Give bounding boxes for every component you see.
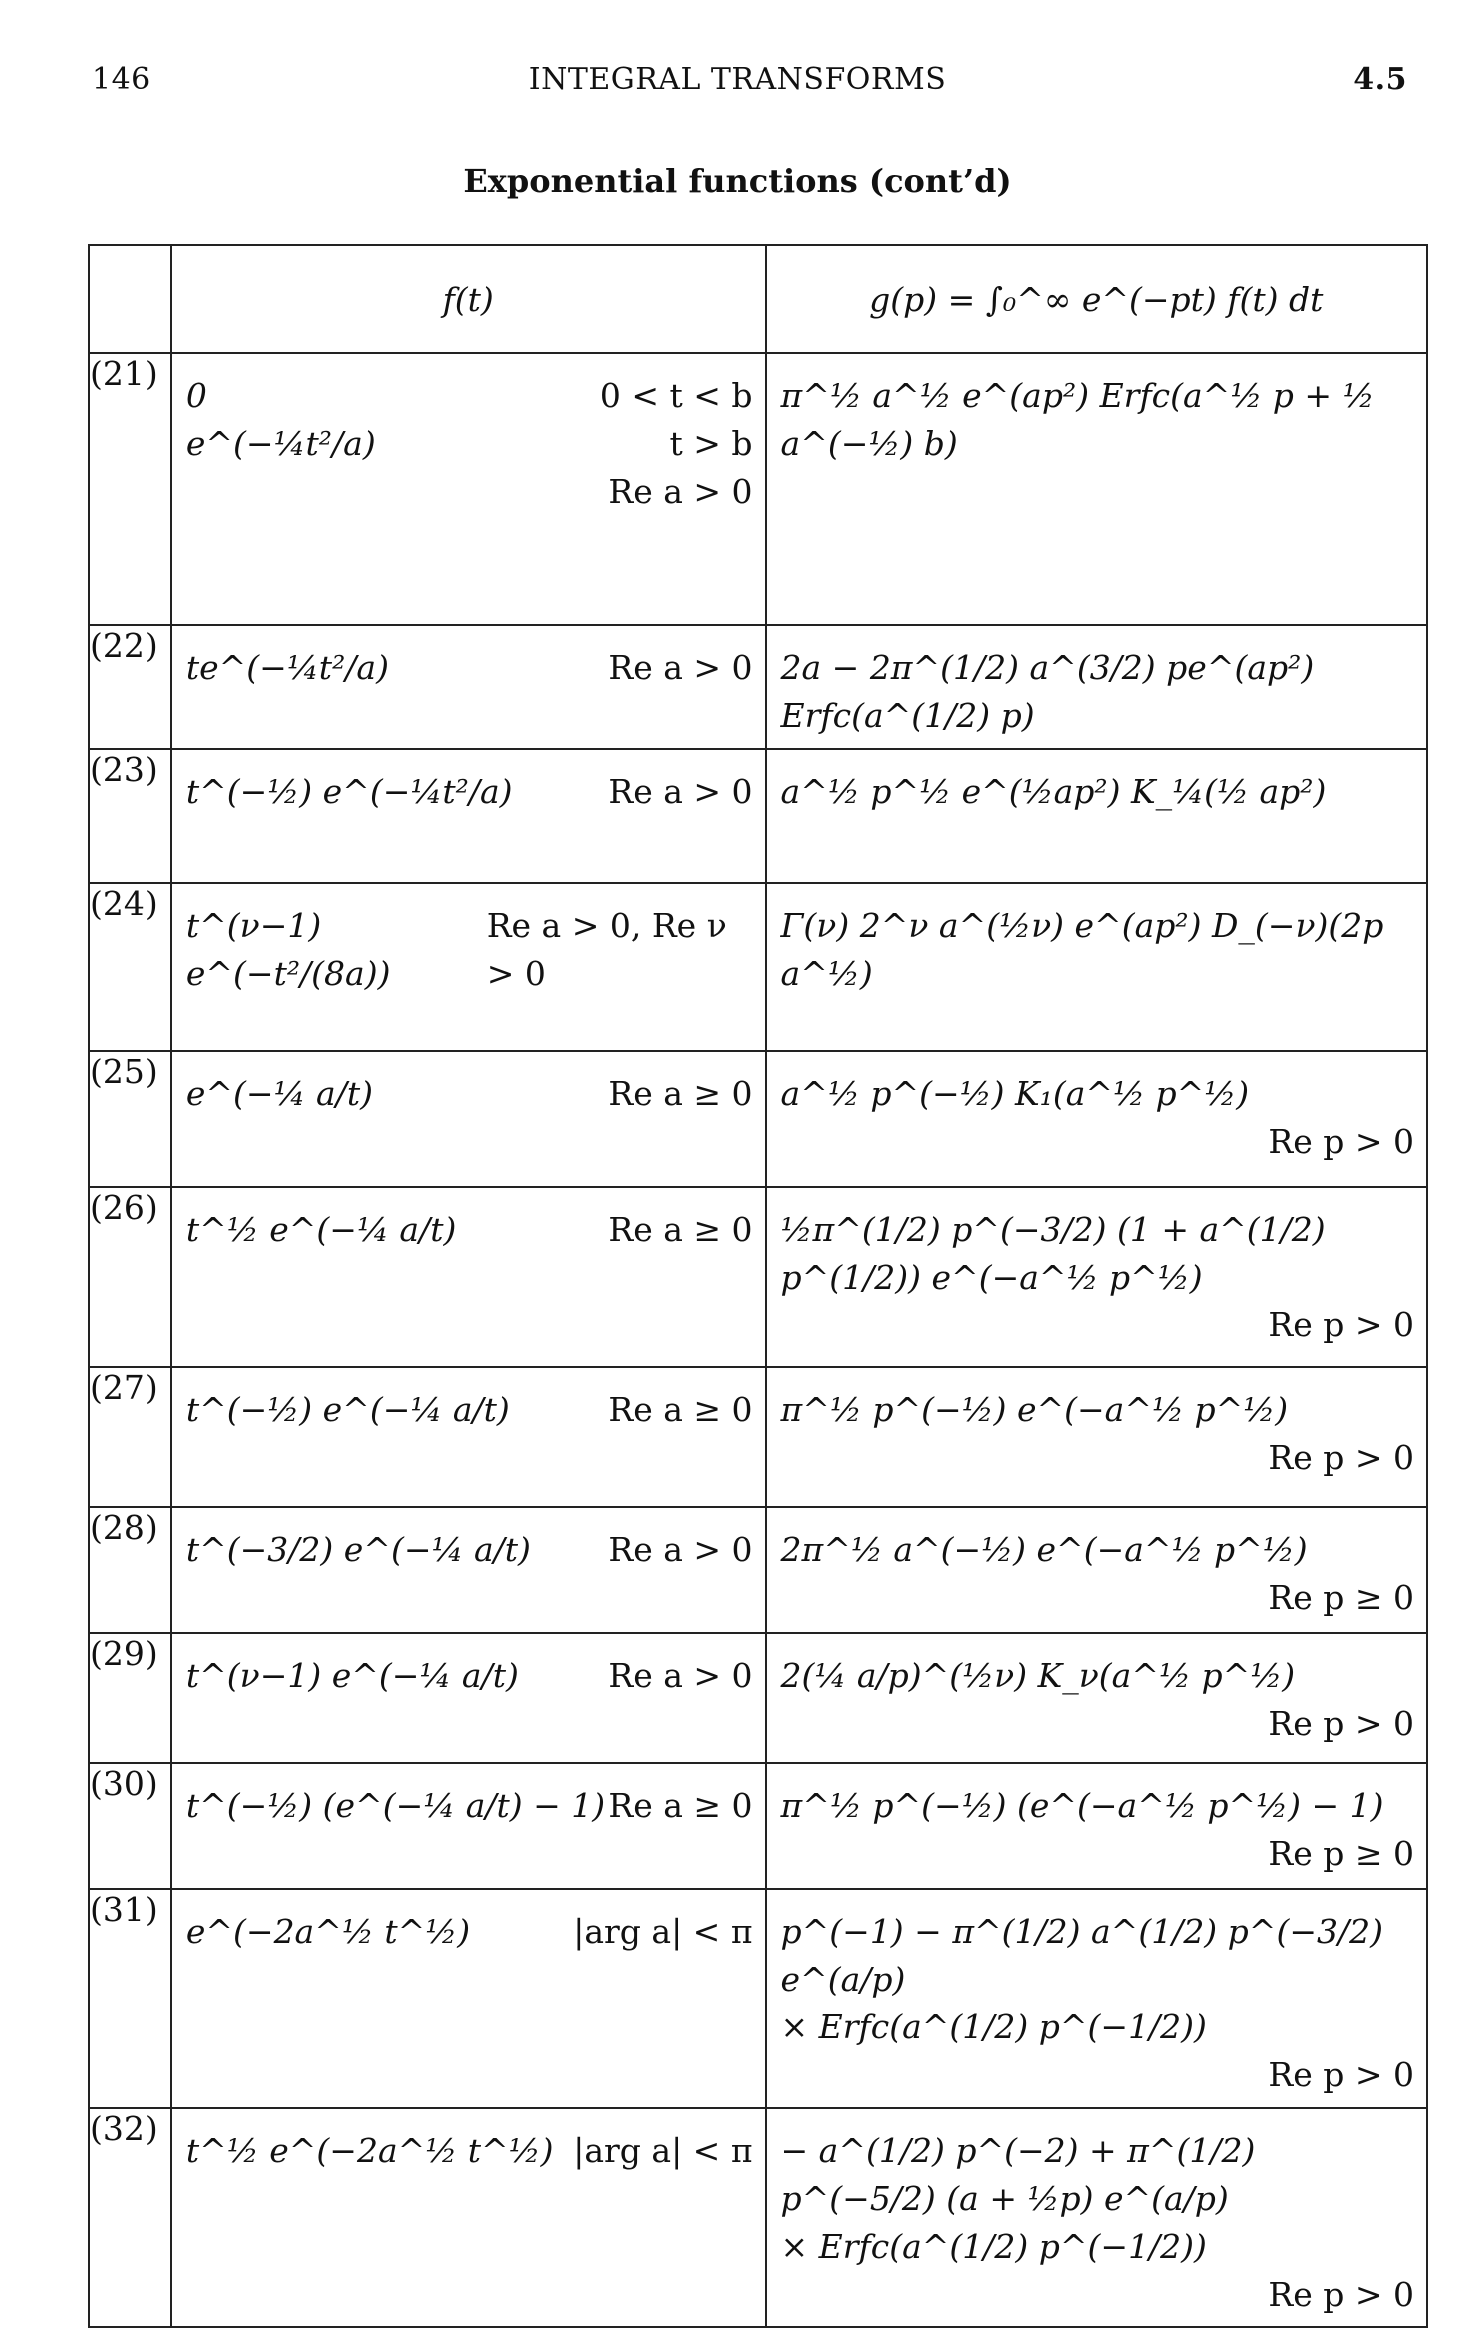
f-condition: |arg a| < π: [573, 2131, 753, 2171]
g-expression: × Erfc(a^(1/2) p^(−1/2)): [780, 2226, 1207, 2266]
f-expression: t^(ν−1) e^(−t²/(8a)): [185, 905, 391, 993]
f-cell: [171, 2108, 766, 2327]
f-line: [186, 644, 753, 692]
f-expression: t^(ν−1) e^(−¼ a/t): [185, 1655, 519, 1695]
g-expression: π^½ p^(−½) e^(−a^½ p^½): [780, 1389, 1289, 1429]
f-cell: [171, 883, 766, 1051]
formula-number: (29): [89, 1633, 171, 1763]
f-condition: Re a > 0: [608, 1655, 753, 1695]
f-column-header: f(t): [171, 245, 766, 353]
g-expression: × Erfc(a^(1/2) p^(−1/2)): [780, 2007, 1207, 2047]
f-condition: Re a > 0, Re ν > 0: [486, 905, 727, 993]
g-expression: a^½ p^½ e^(½ap²) K_¼(½ ap²): [780, 771, 1327, 811]
g-cell: [766, 1763, 1427, 1889]
f-line: [186, 372, 753, 420]
f-cell: [171, 1763, 766, 1889]
f-line: [186, 468, 753, 516]
g-expression: 2π^½ a^(−½) e^(−a^½ p^½): [780, 1529, 1308, 1569]
f-cell: [171, 625, 766, 749]
f-condition: Re a ≥ 0: [608, 1209, 753, 1249]
formula-number: (28): [89, 1507, 171, 1633]
g-condition: Re p > 0: [1268, 1121, 1414, 1161]
g-expression: π^½ a^½ e^(ap²) Erfc(a^½ p + ½ a^(−½) b): [780, 376, 1375, 463]
table-row: [89, 1187, 1427, 1367]
f-cell: [171, 1889, 766, 2108]
f-line: [186, 1652, 753, 1700]
f-expression: t^(−½) e^(−¼ a/t): [185, 1389, 510, 1429]
g-cell: [766, 1187, 1427, 1367]
g-cell: [766, 883, 1427, 1051]
formula-number: (31): [89, 1889, 171, 2108]
f-expression: t^½ e^(−¼ a/t): [185, 1209, 457, 1249]
g-condition: Re p ≥ 0: [1268, 1833, 1414, 1873]
g-expression: a^½ p^(−½) K₁(a^½ p^½): [780, 1073, 1250, 1113]
f-line: [186, 2127, 753, 2175]
g-cell: [766, 625, 1427, 749]
formula-number: (27): [89, 1367, 171, 1507]
table-header-row: [89, 245, 1427, 353]
g-condition: Re p > 0: [1268, 1437, 1414, 1477]
f-expression: t^(−½) e^(−¼t²/a): [185, 771, 513, 811]
table-body: [89, 353, 1427, 2327]
f-line: [186, 1386, 753, 1434]
number-column-header: [89, 245, 171, 353]
g-cell: [766, 353, 1427, 625]
table-row: [89, 883, 1427, 1051]
table-subtitle: Exponential functions (cont’d): [463, 162, 1012, 200]
g-expression: 2a − 2π^(1/2) a^(3/2) pe^(ap²) Erfc(a^(1/2) p): [780, 648, 1315, 735]
f-line: [186, 1526, 753, 1574]
formula-number: (22): [89, 625, 171, 749]
f-condition: Re a > 0: [608, 771, 753, 811]
table-row: [89, 1051, 1427, 1187]
f-condition: Re a > 0: [608, 648, 753, 687]
table-row: [89, 1633, 1427, 1763]
f-cell: [171, 1367, 766, 1507]
f-condition: Re a > 0: [608, 471, 753, 511]
g-cell: [766, 1633, 1427, 1763]
g-cell: [766, 1889, 1427, 2108]
section-number: 4.5: [1353, 62, 1407, 97]
formula-number: (24): [89, 883, 171, 1051]
f-condition: Re a ≥ 0: [608, 1073, 753, 1113]
f-expression: te^(−¼t²/a): [185, 648, 389, 687]
f-condition: 0 < t < b: [599, 376, 753, 415]
table-row: [89, 353, 1427, 625]
f-line: [186, 420, 753, 468]
f-expression: t^(−½) (e^(−¼ a/t) − 1): [185, 1785, 606, 1825]
f-cell: [171, 1051, 766, 1187]
page-number: 146: [92, 62, 151, 97]
g-cell: [766, 1367, 1427, 1507]
formula-number: (26): [89, 1187, 171, 1367]
g-condition: Re p ≥ 0: [1268, 1577, 1414, 1617]
f-cell: [171, 1507, 766, 1633]
g-column-header: g(p) = ∫₀^∞ e^(−pt) f(t) dt: [766, 245, 1427, 353]
table-row: [89, 749, 1427, 883]
g-condition: Re p > 0: [1268, 2274, 1414, 2314]
running-title: INTEGRAL TRANSFORMS: [528, 62, 947, 97]
f-condition: |arg a| < π: [573, 1911, 753, 1951]
g-expression: − a^(1/2) p^(−2) + π^(1/2) p^(−5/2) (a + ½p) e^(a/p): [780, 2131, 1256, 2218]
g-cell: [766, 2108, 1427, 2327]
f-line: [186, 768, 753, 816]
formula-number: (25): [89, 1051, 171, 1187]
table-row: [89, 1367, 1427, 1507]
g-expression: Γ(ν) 2^ν a^(½ν) e^(ap²) D_(−ν)(2p a^½): [780, 905, 1384, 993]
f-cell: [171, 1633, 766, 1763]
transform-table: [88, 244, 1428, 2328]
f-line: [186, 1206, 753, 1254]
table-row: [89, 1507, 1427, 1633]
g-cell: [766, 749, 1427, 883]
table-row: [89, 1889, 1427, 2108]
formula-number: (30): [89, 1763, 171, 1889]
table-row: [89, 625, 1427, 749]
g-expression: 2(¼ a/p)^(½ν) K_ν(a^½ p^½): [780, 1655, 1296, 1695]
f-cell: [171, 353, 766, 625]
g-expression: π^½ p^(−½) (e^(−a^½ p^½) − 1): [780, 1785, 1384, 1825]
f-condition: Re a > 0: [608, 1529, 753, 1569]
f-line: [186, 902, 753, 998]
f-condition: Re a ≥ 0: [608, 1389, 753, 1429]
g-cell: [766, 1507, 1427, 1633]
g-condition: Re p > 0: [1268, 1305, 1414, 1345]
f-condition: t > b: [669, 423, 753, 463]
f-expression: e^(−¼ a/t): [185, 1073, 373, 1113]
table-row: [89, 2108, 1427, 2327]
formula-number: (21): [89, 353, 171, 625]
f-line: [186, 1908, 753, 1956]
g-condition: Re p > 0: [1268, 1703, 1414, 1743]
f-cell: [171, 749, 766, 883]
f-expression: e^(−¼t²/a): [185, 423, 376, 463]
f-condition: Re a ≥ 0: [608, 1785, 753, 1825]
f-line: [186, 1782, 753, 1830]
g-expression: ½π^(1/2) p^(−3/2) (1 + a^(1/2) p^(1/2)) e^(−a^½ p^½): [780, 1209, 1326, 1297]
f-cell: [171, 1187, 766, 1367]
formula-number: (32): [89, 2108, 171, 2327]
formula-number: (23): [89, 749, 171, 883]
g-condition: Re p > 0: [1268, 2055, 1414, 2095]
f-expression: 0: [185, 376, 207, 415]
g-cell: [766, 1051, 1427, 1187]
g-expression: p^(−1) − π^(1/2) a^(1/2) p^(−3/2) e^(a/p): [780, 1911, 1383, 1999]
f-expression: e^(−2a^½ t^½): [185, 1911, 471, 1951]
f-expression: t^(−3/2) e^(−¼ a/t): [185, 1529, 531, 1569]
f-line: [186, 1070, 753, 1118]
f-expression: t^½ e^(−2a^½ t^½): [185, 2131, 554, 2171]
table-row: [89, 1763, 1427, 1889]
